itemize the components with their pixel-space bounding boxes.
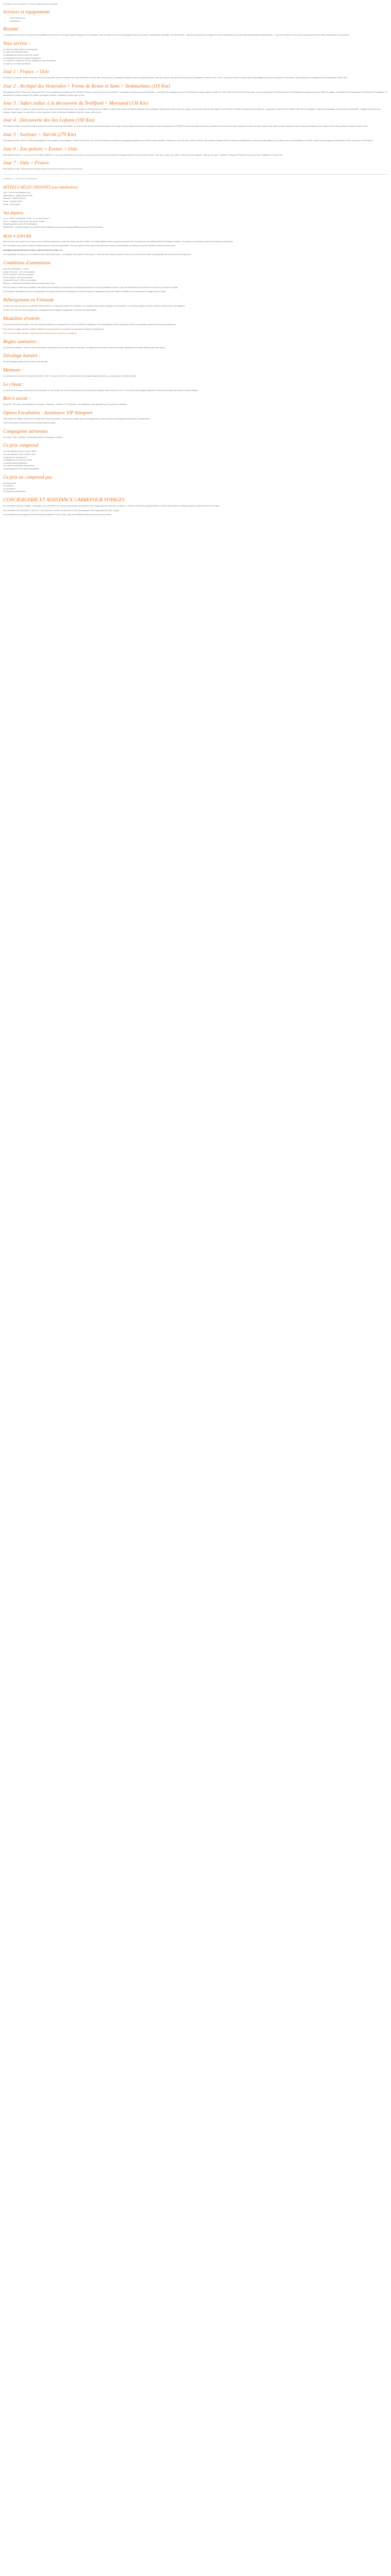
day4-heading: Jour 4 : Découverte des îles Lofoten (190 Km)	[3, 118, 94, 124]
concierge-p1: En choisissant Carrefour Voyages Conciergerie, vous bénéficiez d'un service personnalisé pour préparer votre voyage dans les meilleures conditions : conseils, réservations complémentaires, suivi de votre dossier et assistance avant, pendant et après votre séjour.	[3, 505, 220, 507]
dates-heading: Vos départs	[3, 210, 24, 216]
list-item: Narvik : Thon Narvik	[3, 203, 20, 206]
health-heading: Règles sanitaires :	[3, 339, 40, 345]
concierge-p2: Nos conseillers sont disponibles 7 jours sur 7 pour répondre à toutes vos questions et vous accompagner dans l'organisation de votre voyage.	[3, 509, 120, 512]
airlines-p1: Air France, KLM, Lufthansa, Scandinavian Airlines, Norwegian ou autres...	[3, 436, 64, 438]
list-item: Le croisière en Zodiac de l'île et le Trollfjord au cœur des lofoten	[3, 60, 56, 62]
hotels-heading: HÔTELS SÉLECTIONNÉS (ou similaires)	[3, 184, 78, 190]
list-item: Les boissons	[3, 485, 14, 487]
entry-p1: Pour les ressortissants français, une carte nationale d'identité ou un passeport en cours de validité est obligatoire. Les ressortissants d'autres nationalités doivent se renseigner auprès des autorités compétentes.	[3, 323, 176, 326]
resume-heading: Résumé	[3, 27, 19, 32]
divider	[3, 174, 388, 175]
day3-text: Petit déjeuner buffet. Le matin, un rapide transfert vous mène au port de Svolvær pour une croisière en Zodiac jusqu'au Trollfjord, un fjord étroit entouré de falaises abruptes et de montagnes majestueuses. Avec un peu de chance, vous pourrez observer des aigles de mer. Retour à Svolvær et temps libre pour déjeuner. L'après-midi, route vers les Lofoten, entre mer et montagnes, à travers des paysages d'une beauté exceptionnelle : villages de pêcheurs aux maisons rouges, plages de sable blanc et eaux turquoise. Arrivée à Mortsund, installation dans les rorbuer, dîner et nuit.	[3, 108, 381, 113]
price-excludes-heading: Ce prix ne comprend pas	[3, 474, 53, 480]
vip-assistance-p2: Tarif sur demande, à réserver au moins 15 jours avant le départ.	[3, 422, 56, 425]
good-to-know-p1: Merci de noter qu'en raison de la saison et des conditions climatiques, l'ordre des visites peut être modifié. Les hôtels indiqués dans le programme peuvent être remplacés par des établissements de catégorie similaire. Les repas non mentionnés restent à la charge des participants.	[3, 240, 234, 243]
currency-heading: Monnaie :	[3, 367, 24, 373]
list-item: A plus de 30 jours : 15% du prix global	[3, 270, 35, 273]
accommodation-p2: L'hôtel ou le rorbu peut être remplacé par un établissement de catégorie équivalente en fonction des disponibilités.	[3, 309, 97, 312]
good-to-know-heading: BON A SAVOIR	[3, 233, 31, 239]
services-list	[3, 17, 388, 23]
day7-heading: Jour 7 : Oslo > France	[3, 161, 49, 166]
list-item: Le mardi en milieu (saisons de printemps)	[3, 48, 38, 50]
accommodation-p1: Veuillez noter que les hôtels de petite taille offrent parfois un confort plus simple. En Scandinavie, les chambres sont souvent équipées de lits jumeaux. Les chambres triples sont des chambres doubles avec un lit d'appoint.	[3, 304, 185, 307]
list-item: Le Hjelpfjellet de Narvik et dîner au samedi	[3, 54, 39, 56]
list-item: De 30 à 16 jours : 25% du prix global	[3, 274, 34, 276]
list-item: L'hébergement en hôtels et rorbuer	[3, 459, 32, 462]
timezone-heading: Décalage horaire :	[3, 353, 41, 359]
day5-heading: Jour 5 : Svolvaer > Narvik (270 Km)	[3, 132, 76, 138]
day5-text: Petit déjeuner buffet. Visite du célèbre photographe et de sa galerie à Henningsvær, construit sur les îles. Puis route vers Narvik en traversant les paysages grandioses des Lofoten et des Vesterålen. Déjeuner en cours de route. Arrivée à Narvik, ville portuaire chargée d'histoire. Montée en téléphérique au sommet du Narvikfjellet pour profiter d'une vue panoramique sur la ville, le fjord et les montagnes environnantes. Dîner au sommet. Nuit à Narvik.	[3, 139, 373, 142]
list-item: Les assurances	[3, 482, 17, 484]
arrivals-heading: Vous arrivez :	[3, 41, 30, 46]
list-item: De 15 à 8 jours : 50% du prix global	[3, 276, 32, 279]
page-description: Description Ce prix comprend / Ce prix ne comprend pas Conciergerie	[3, 3, 58, 5]
list-item: Les pourboires	[3, 487, 15, 490]
accommodation-heading: Hébergement en Finlande	[3, 297, 54, 303]
climate-p1: Le climat de la Norvège est tempéré sur la côte grâce au Gulf Stream. Au nord du cercle polaire, les températures estivales varient entre 10 et 20°C, et la météo peut changer rapidement. Prévoyez des vêtements chauds et imperméables.	[3, 389, 199, 392]
page	[0, 0, 391, 523]
list-item: La visite du zoo Polaire de Bardu	[3, 62, 30, 65]
dates-list	[3, 217, 388, 229]
list-item: Frais de modifications : 0 euros	[3, 268, 29, 270]
cancellation-heading: Conditions d'annulation	[3, 261, 51, 266]
list-item: Narvik : Scandic Narvik	[3, 200, 23, 203]
list-item: Le transport en autocar privé	[3, 456, 27, 459]
concierge-heading: CONCIERGERIE ET ASSISTANCE CARREFOUR VOYAGES	[3, 498, 125, 503]
cancellation-list	[3, 268, 388, 285]
hotels-list	[3, 192, 388, 206]
services-heading: Services et équipements	[3, 10, 50, 15]
list-item: Les vols intérieurs Oslo / Evenes / Oslo	[3, 453, 36, 456]
list-item: Stokmarknes : Quality Richard With	[3, 194, 32, 197]
list-item: Attention : l'assurance annulation n'est pas incluse dans le prix.	[3, 282, 55, 284]
timezone-p1: Pas de décalage horaire entre la France et la Norvège.	[3, 361, 48, 363]
cancellation-p1: Pour les ventes au détail des prestations hors forfait, toute annulation est soumise aux conditions générales de vente du prestataire concerné. Les frais d'annulation sont calculés sur la base du prix total du voyage.	[3, 286, 178, 289]
list-item: La pension selon programme	[3, 462, 27, 464]
day2-heading: Jour 2 : Archipel des Vesteralen > Ferme de Renne et Sami > Stokmarknes (110 Km)	[3, 83, 170, 89]
list-item: Jour 1 : Envol à destination d'Oslo – fin du circuit le jour 7	[3, 217, 51, 220]
list-item: Les visites et excursions mentionnées	[3, 465, 35, 467]
day1-text: Envol pour la Norvège. Arrivée à l'aéroport d'Oslo Gardermoen. Accueil et transfert vers votre hôtel dans le centre-ville. Découverte de la capitale norvégienne selon le temps disponible, avec ses musées, ses parcs et son port animé. Installation à l'hôtel et nuit. Le soir, vous pourrez flâner le long du port d'Aker Brygge et découvrir le quartier de Tjuvholmen, ses restaurants et ses galeries d'art contemporain. Nuit à Oslo.	[3, 77, 348, 79]
arrivals-list	[3, 48, 388, 66]
list-item: A moins de 8 jours : 100% du prix global	[3, 279, 37, 282]
vip-assistance-p1: Cette option est valable uniquement au départ des aéroports parisiens : accueil personnalisé, aide à l'enregistrement, accès au salon et accompagnement jusqu'à l'embarquement.	[3, 417, 151, 420]
list-item: Mortsund : Mortsund Rorbu	[3, 197, 26, 200]
entry-heading: Modalités d'entrée :	[3, 316, 43, 321]
cancellation-p2: Nos conditions générales de vente sont disponibles sur simple demande et consultables sur notre site internet. Il appartient au client de vérifier la validité de ses documents de voyage avant le départ.	[3, 291, 167, 293]
price-includes-list	[3, 450, 388, 470]
airlines-heading: Compagnies aériennes	[3, 429, 48, 434]
price-excludes-list	[3, 482, 388, 494]
list-item: Départs garantis à partir de 2 participants.	[3, 223, 38, 226]
entry-link-text[interactable]: Pour toute information sanitaire : https://www.diplomatie.gouv.fr/fr/conseils-aux-voyageurs/	[3, 332, 77, 335]
concierge-p3: Les prestations de conciergerie sont accessibles par téléphone et par e-mail, selon les modalités précisées lors de votre réservation.	[3, 514, 112, 516]
good-to-know-p2: Pour les départs hors saison, certaines activités peuvent ne pas être disponibles. Pour les séjours en été, prévoir des vêtements chauds et imperméables, le climat pouvant être variable au-delà du cercle polaire.	[3, 245, 176, 247]
list-item: L'accompagnement d'un guide francophone	[3, 468, 39, 470]
list-item: Les dépenses personnelles	[3, 490, 26, 493]
list-item: • Conciergerie	[9, 20, 388, 23]
day7-text: Petit déjeuner buffet. Transfert vers l'aéroport d'Oslo et envol vers la France. Fin de nos services.	[3, 168, 83, 171]
list-item: Oslo : Park Inn by Radisson Oslo	[3, 192, 30, 194]
entry-p2: Pour partir en voyage, pensez à vérifier la validité de vos documents et à souscrire une assurance assistance rapatriement.	[3, 328, 105, 330]
day1-heading: Jour 1 : France > Oslo	[3, 70, 49, 75]
price-includes-heading: Ce prix comprend	[3, 443, 39, 449]
list-item: Jour 3 : Croisière et découverte des îles en Zodiac	[3, 220, 45, 223]
day2-text: Petit déjeuner buffet. Départ pour l'aéroport d'Oslo et envol matinal pour le grand nord et l'aéroport d'Evenes, situé au nord du cercle polaire. Continuation en autocar pour les Vesteralen : un archipel de montagnes, de lacs et de fjords où la nature règne en maître. En route, visite d'une ferme de rennes sami, où vous découvrirez la vie des éleveurs et les traditions du peuple autochtone. Déjeuner typique. Continuation vers Stokmarknes, le berceau de l'Hurtigruten, et découverte du musée consacré à la célèbre compagnie maritime. Installation à l'hôtel, dîner et nuit.	[3, 91, 387, 96]
day3-heading: Jour 3 : Safari zodiac à la découverte du Trollfjord > Mortsund (130 Km)	[3, 101, 148, 107]
health-p1: Vos mesures sanitaires : aucune mesure particulière n'est requise à ce jour pour entrer en Norvège. Les règles peuvent évoluer, merci de consulter régulièrement les sites officiels avant votre départ.	[3, 346, 166, 349]
list-item: La visite d'une ferme de renne	[3, 51, 28, 54]
flight-info-heading: INFORMATION IMPORTANTE POUR LA SÉLECTION DE VOTRE VOL	[3, 249, 63, 251]
prestations-line: Prestations : 7 / Maximum 50 participants	[3, 177, 37, 180]
flight-info-text: Il est nécessaire de réserver un vol arrivant à Oslo avant 14h00 le jour 1 et repartant d'Oslo après 12h00 le jour 7. Merci de nous contacter avant de réserver vos vols afin de vérifier la compatibilité des horaires avec le programme.	[3, 253, 192, 256]
good-to-know2-heading: Bon à savoir :	[3, 396, 31, 402]
list-item: IMPORTANT : les tarifs indiqués sont donnés à titre indicatif et sous réserve de disponibilités au moment de la réservation.	[3, 226, 104, 229]
day6-heading: Jour 6 : Zoo polaire > Evenes > Oslo	[3, 146, 77, 152]
day4-text: Petit déjeuner buffet. Une journée entière consacrée à la découverte des îles Lofoten, qui sont l'un des lieux les plus spectaculaires de Norvège. Arrêt au village de pêcheurs de Nusfjord, classé au patrimoine de l'UNESCO, puis continuation vers Reine, Hamnøy et Å, au bout de la route. Déjeuner en cours de route. L'après-midi, visite du musée viking de Lofotr à Borg, reconstitution d'une maison de chef viking. Retour à Mortsund, dîner et nuit.	[3, 125, 368, 128]
climate-heading: Le climat :	[3, 382, 25, 387]
list-item: Les vols réguliers France / Oslo / France	[3, 450, 37, 453]
resume-text: Ce programme vous offre de nombreuses possibilités pour découvrir la Norvège à partir de Bergen et de Trondheim. Entre les fjords du Sud et les paysages du Nord, les Lofoten, l'archipel des Vesterålen, les villes côtières... laissez-vous porter par la magie de ces lieux d'exception où la nature offre des spectacles spectaculaires... nous vous invitons à vivre un tour unique parmi les plus belles destinations du Grand Nord.	[3, 34, 350, 37]
currency-p1: La monnaie est la couronne norvégienne (NOK). 1 EUR = environ 11,5 NOK. La carte bancaire est acceptée quasiment partout, y compris pour de petits montants.	[3, 375, 137, 377]
list-item: L'accompagnement par un guide francophone	[3, 57, 41, 59]
entry-link[interactable]	[3, 332, 388, 335]
good-to-know2-p1: Électricité : 220 volts, prises identiques à la France. Téléphone : indicatif +47. Pourboires : non obligatoires mais appréciés pour le guide et le chauffeur.	[3, 403, 128, 406]
vip-assistance-heading: Option Facultative : Assistance VIP Aéroport	[3, 410, 92, 416]
day6-text: Petit déjeuner buffet. En route vers le Zoo Polaire de Bardu, le zoo le plus septentrional du monde, où vous pourrez observer les animaux de l'Arctique dans leur environnement naturel : ours bruns, loups, lynx, élans, rennes et bœufs musqués. Déjeuner sur place. Transfert à l'aéroport d'Evenes et envol pour Oslo. Installation à l'hôtel et nuit.	[3, 154, 283, 156]
list-item: • Guide francophone	[9, 17, 388, 20]
